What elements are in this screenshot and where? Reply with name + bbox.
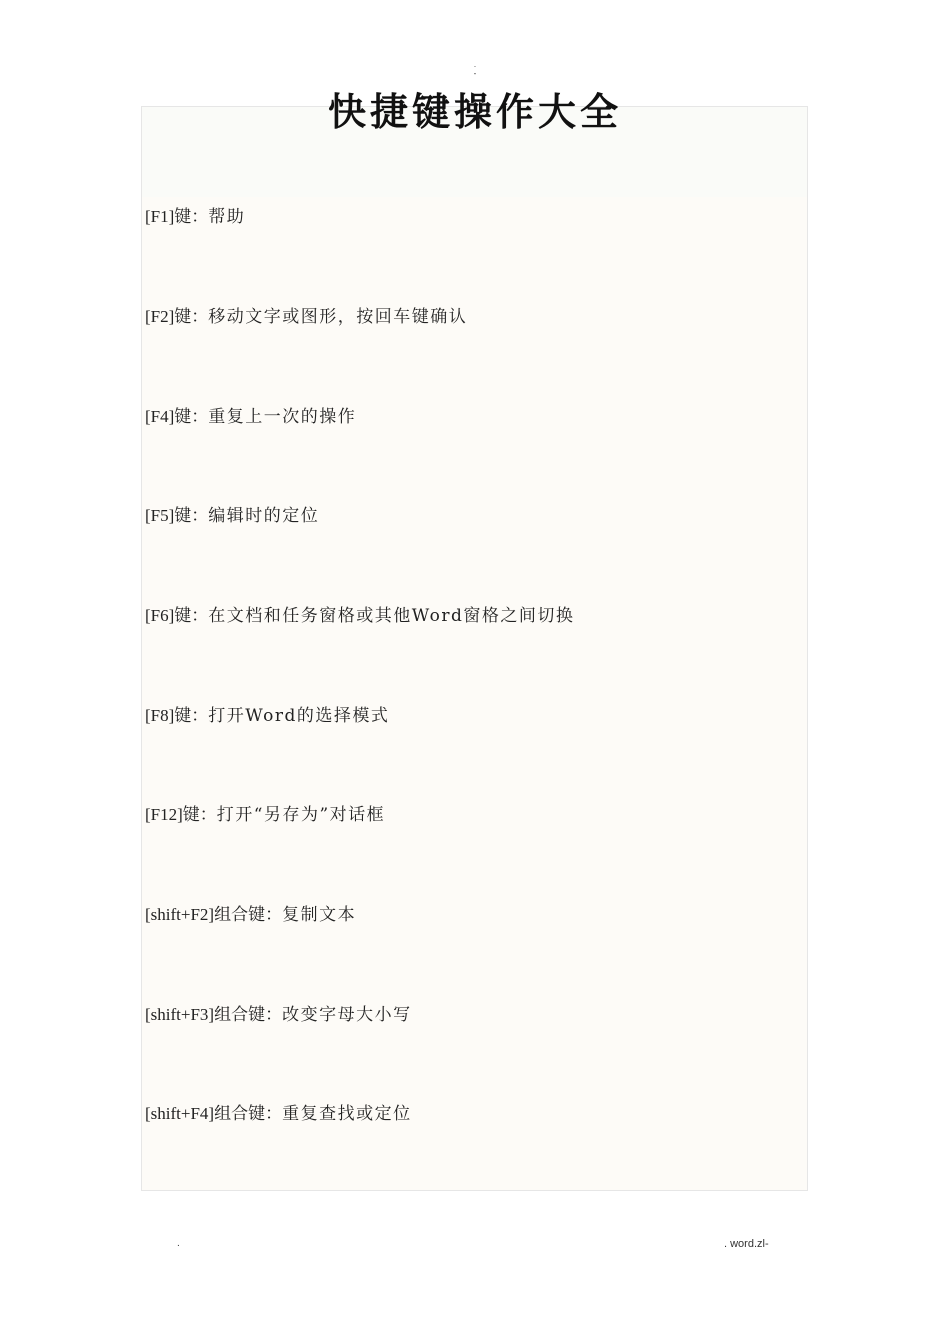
shortcut-separator: ： [265, 1005, 283, 1025]
header-mark-dash: - [473, 69, 477, 78]
footer-left-mark: . [177, 1238, 180, 1249]
shortcut-description: 打开Word的选择模式 [208, 706, 390, 726]
shortcut-item-f6 [145, 605, 574, 627]
shortcut-description: 改变字母大小写 [282, 1005, 412, 1025]
shortcut-separator: ： [191, 506, 209, 526]
shortcut-separator: ： [191, 606, 209, 626]
shortcut-separator: ： [191, 706, 209, 726]
shortcut-item-shift-f4 [145, 1103, 412, 1125]
shortcut-key: [F8]键 [145, 706, 192, 725]
shortcut-description: 重复上一次的操作 [208, 407, 357, 427]
shortcut-item-f1 [145, 206, 245, 228]
shortcut-item-f4 [145, 406, 356, 428]
shortcut-key: [F5]键 [145, 506, 192, 525]
shortcut-description: 复制文本 [282, 905, 357, 925]
shortcut-key: [shift+F2]组合键 [145, 905, 266, 924]
shortcut-item-f2 [145, 306, 467, 328]
shortcut-description: 帮助 [208, 207, 246, 227]
shortcut-separator: ： [199, 805, 217, 825]
shortcut-key: [F12]键 [145, 805, 200, 824]
shortcut-key: [F2]键 [145, 307, 192, 326]
shortcut-item-f5 [145, 505, 319, 527]
shortcut-description: 移动文字或图形，按回车键确认 [208, 307, 468, 327]
shortcut-key: [F6]键 [145, 606, 192, 625]
shortcut-key: [F4]键 [145, 407, 192, 426]
shortcut-item-f12 [145, 804, 385, 826]
page-title: 快捷键操作大全 [327, 90, 622, 134]
shortcut-key: [shift+F4]组合键 [145, 1104, 266, 1123]
shortcut-description: 打开“另存为”对话框 [216, 805, 386, 825]
shortcut-separator: ： [191, 307, 209, 327]
shortcut-description: 在文档和任务窗格或其他Word窗格之间切换 [208, 606, 575, 626]
header-mark-dot: . [473, 60, 477, 69]
header-marks [0, 60, 950, 78]
shortcut-item-shift-f3 [145, 1004, 412, 1026]
content-box [141, 106, 808, 1191]
shortcut-separator: ： [265, 1104, 283, 1124]
shortcut-item-f8 [145, 705, 389, 727]
shortcut-key: [F1]键 [145, 207, 192, 226]
shortcut-key: [shift+F3]组合键 [145, 1005, 266, 1024]
shortcut-separator: ： [265, 905, 283, 925]
shortcut-separator: ： [191, 207, 209, 227]
shortcut-description: 编辑时的定位 [208, 506, 320, 526]
footer-watermark-text: . word.zl- [724, 1238, 769, 1250]
shortcut-description: 重复查找或定位 [282, 1104, 412, 1124]
shortcut-separator: ： [191, 407, 209, 427]
shortcut-item-shift-f2 [145, 904, 356, 926]
